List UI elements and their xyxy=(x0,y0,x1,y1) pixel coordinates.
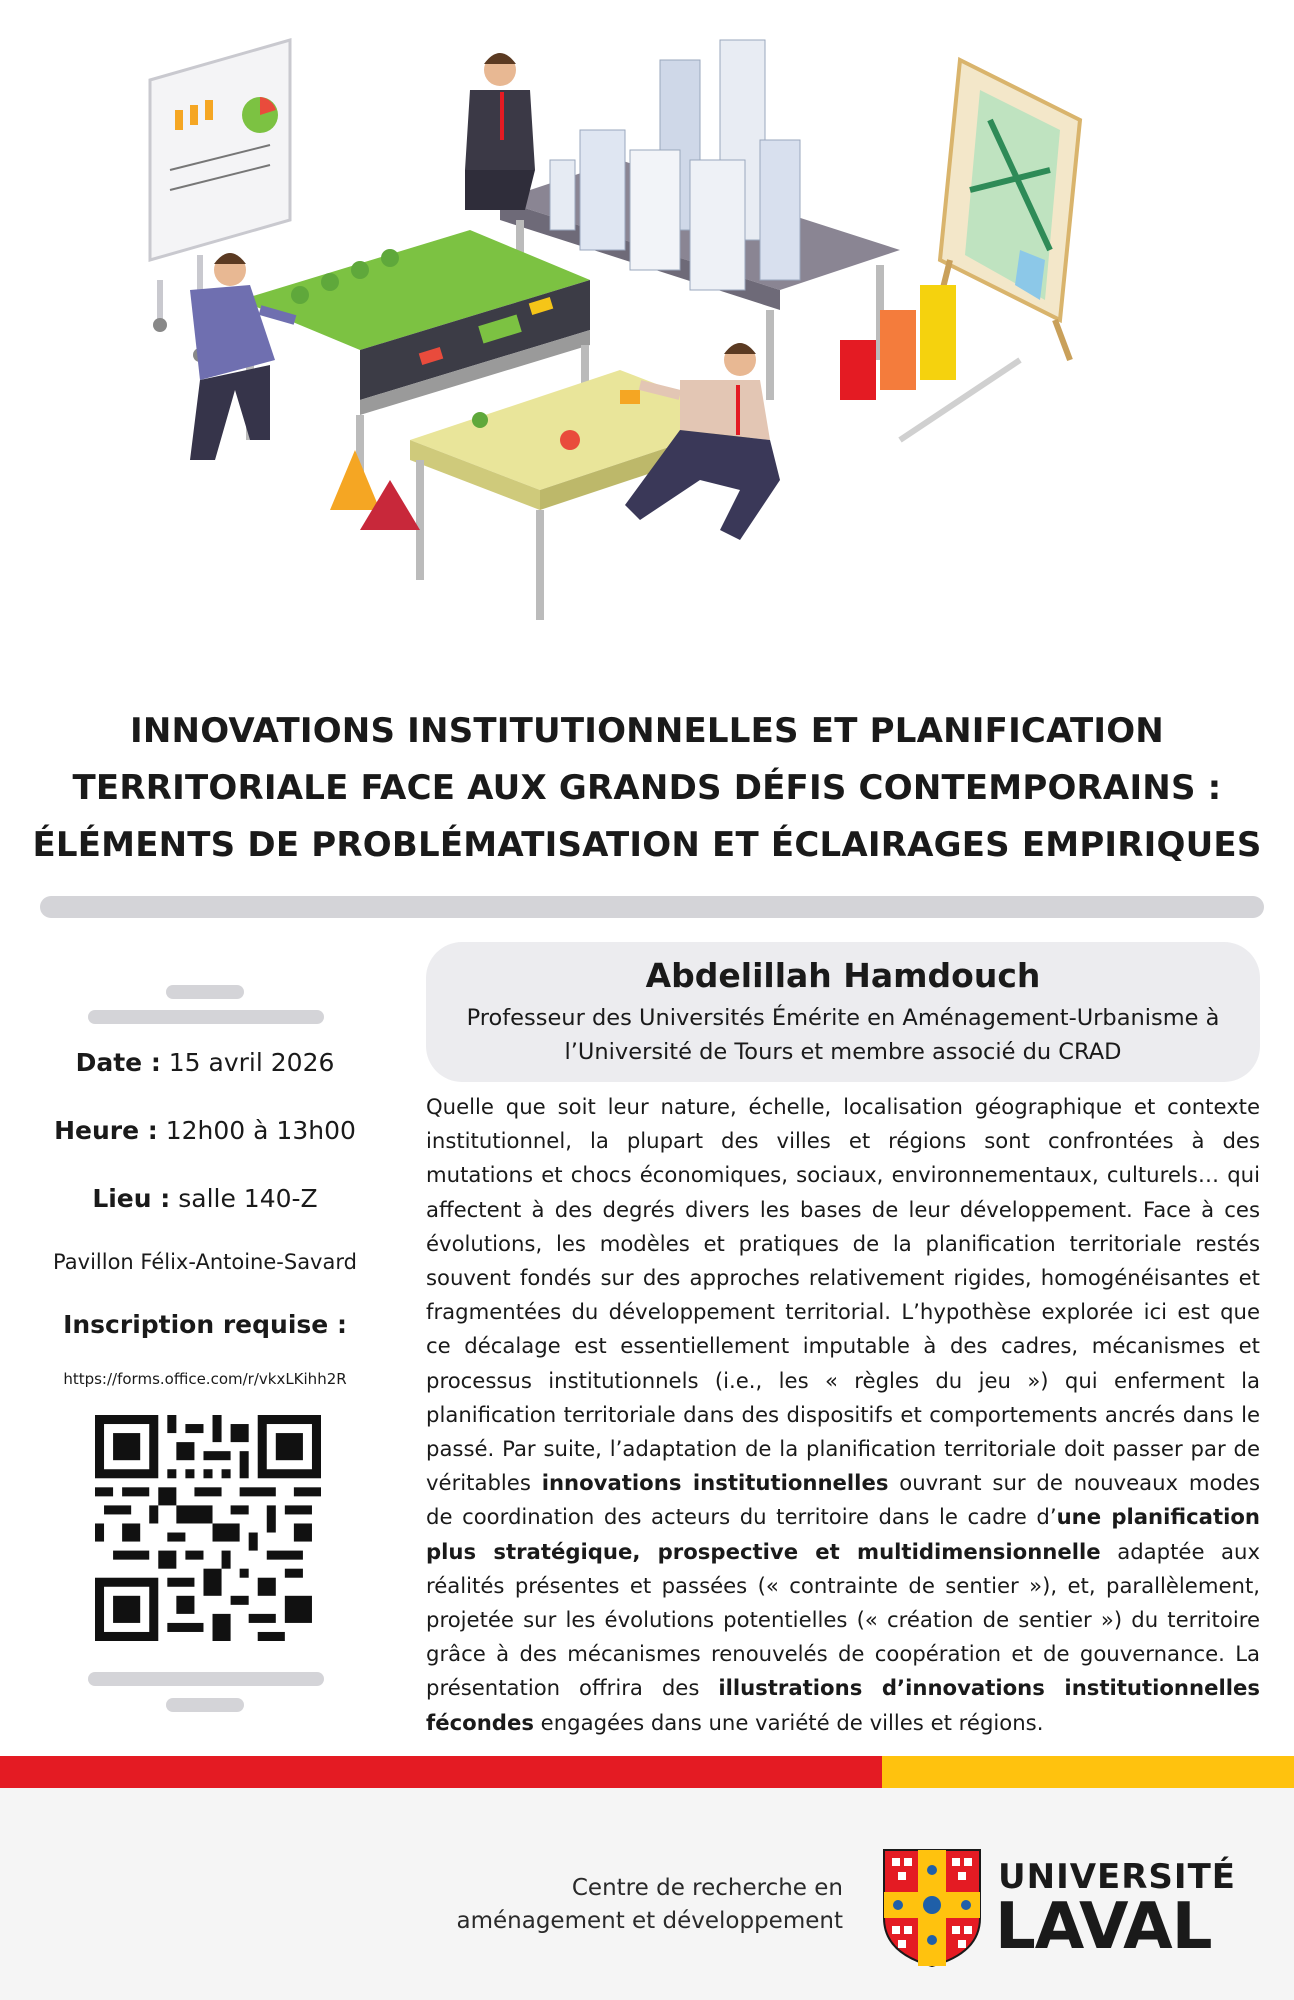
page-title xyxy=(20,703,1274,874)
decorative-pill xyxy=(166,985,244,999)
university-name-bottom: LAVAL xyxy=(995,1890,1212,1964)
abstract-part: engagées dans une variété de villes et régions. xyxy=(533,1709,1044,1735)
qr-code[interactable] xyxy=(95,1415,321,1641)
crad-line-2: aménagement et développement xyxy=(456,1908,843,1934)
university-shield-icon xyxy=(882,1848,982,1968)
title-line-3: ÉLÉMENTS DE PROBLÉMATISATION ET ÉCLAIRAGES EMPIRIQUES xyxy=(32,825,1262,865)
abstract-part: adaptée aux réalités présentes et passées (« contrainte de sentier »), et, parallèlement, projetée sur les évolutions potentielles (« création de sentier ») du territoire grâce à des mécanismes renouvelés de coopération et de gouvernance. La présentation offrira des xyxy=(426,1538,1260,1701)
footer-band-yellow xyxy=(882,1756,1294,1788)
footer-band-red xyxy=(0,1756,882,1788)
event-place xyxy=(40,1184,370,1213)
speaker-role xyxy=(426,1001,1260,1069)
event-time xyxy=(40,1116,370,1145)
abstract-part: ouvrant sur de nouveaux modes de coordination des acteurs du territoire dans le cadre d’ xyxy=(426,1470,1260,1530)
decorative-pill xyxy=(88,1672,324,1686)
place-label: Lieu : xyxy=(92,1184,171,1213)
abstract-bold: innovations institutionnelles xyxy=(541,1470,889,1496)
abstract-bold: une planification plus stratégique, prospective et multidimensionnelle xyxy=(426,1504,1260,1564)
university-name-top: UNIVERSITÉ xyxy=(998,1857,1236,1897)
crad-line-1: Centre de recherche en xyxy=(571,1875,843,1901)
event-building: Pavillon Félix-Antoine-Savard xyxy=(53,1250,357,1274)
title-divider xyxy=(40,896,1264,918)
hero-illustration xyxy=(120,20,1180,670)
place-value: salle 140-Z xyxy=(170,1184,318,1213)
person-top xyxy=(465,53,535,210)
decorative-pill xyxy=(88,1010,324,1024)
title-line-2: TERRITORIALE FACE AUX GRANDS DÉFIS CONTEMPORAINS : xyxy=(72,768,1222,808)
time-label: Heure : xyxy=(54,1116,158,1145)
pyramid-icon xyxy=(330,450,420,530)
speaker-role-line-2: l’Université de Tours et membre associé du CRAD xyxy=(564,1039,1122,1065)
registration-url[interactable]: https://forms.office.com/r/vkxLKihh2R xyxy=(63,1370,347,1388)
time-value: 12h00 à 13h00 xyxy=(157,1116,356,1145)
abstract-text xyxy=(426,1090,1260,1740)
registration-label: Inscription requise : xyxy=(63,1310,347,1339)
abstract-bold: illustrations d’innovations institutionnelles fécondes xyxy=(426,1675,1260,1735)
date-label: Date : xyxy=(75,1048,161,1077)
abstract-part: Quelle que soit leur nature, échelle, localisation géographique et contexte institutionnel, la plupart des villes et régions sont confrontées à des mutations et chocs économiques, sociaux, environnementaux, culturels… qui affectent à des degrés divers les bases de leur développement. Face à ces évolutions, les modèles et pratiques de la planification territoriale restés souvent fondés sur des approches relativement rigides, homogénéisantes et fragmentées du développement territorial. L’hypothèse explorée ici est que ce décalage est essentiellement imputable à des cadres, mécanismes et processus institutionnels (i.e., les « règles du jeu ») qui enferment la planification territoriale dans des dispositifs et comportements ancrés dans le passé. Par suite, l’adaptation de la planification territoriale doit passer par de véritables xyxy=(426,1094,1260,1496)
event-date xyxy=(40,1048,370,1077)
crad-logo-text xyxy=(457,1872,844,1938)
speaker-role-line-1: Professeur des Universités Émérite en Aménagement-Urbanisme à xyxy=(466,1005,1220,1031)
speaker-name: Abdelillah Hamdouch xyxy=(645,956,1041,995)
title-line-1: INNOVATIONS INSTITUTIONNELLES ET PLANIFICATION xyxy=(130,711,1164,751)
bar-chart-icon xyxy=(840,285,1020,440)
person-left xyxy=(190,253,295,460)
speaker-card xyxy=(426,942,1260,1082)
date-value: 15 avril 2026 xyxy=(160,1048,335,1077)
decorative-pill xyxy=(166,1698,244,1712)
